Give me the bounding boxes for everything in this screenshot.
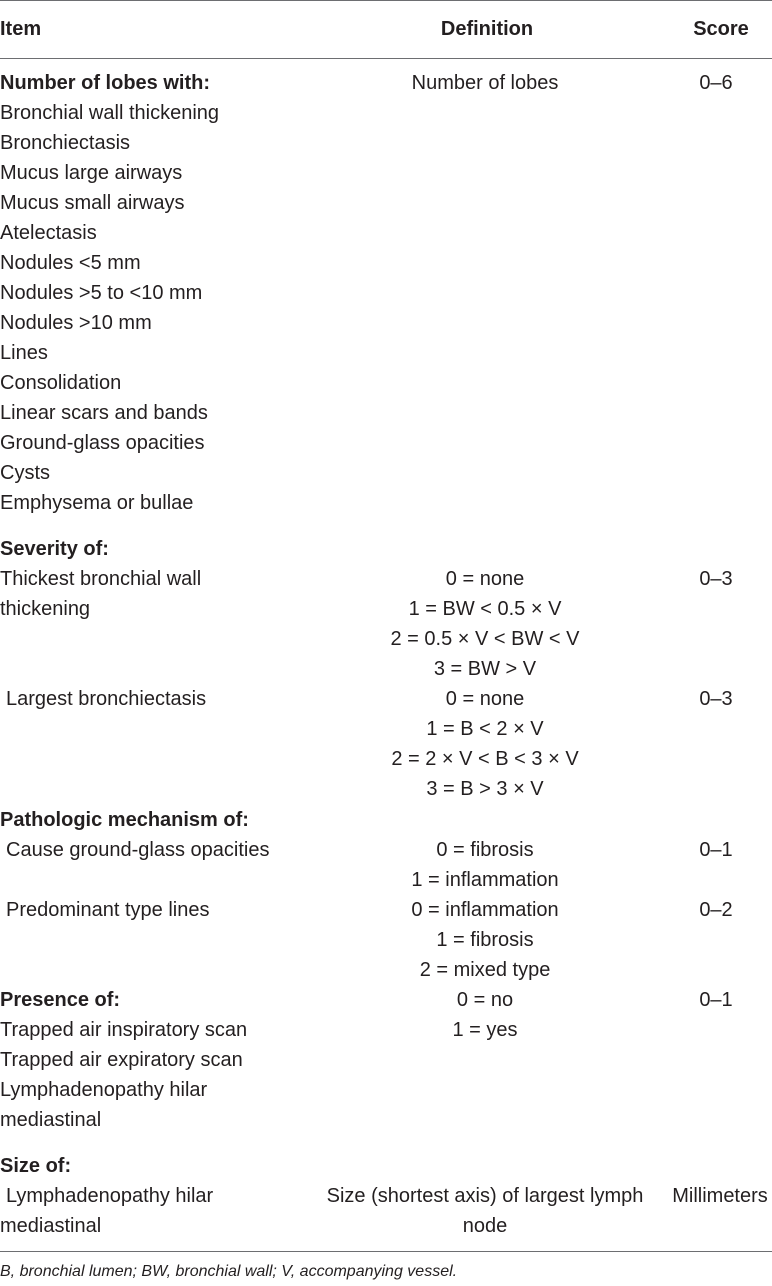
definition-line: 2 = 2 × V < B < 3 × V: [391, 748, 579, 770]
definition-line: 1 = yes: [452, 1019, 518, 1041]
severity-bw-label: [0, 564, 300, 624]
size-score: Millimeters: [672, 1185, 768, 1207]
header-definition: Definition: [440, 18, 534, 40]
definition-line: node: [462, 1215, 508, 1237]
severity-bw-score: 0–3: [699, 568, 733, 590]
presence-definitions: [300, 985, 670, 1045]
lobe-item: Bronchial wall thickening: [0, 102, 220, 124]
definition-line: 0 = fibrosis: [436, 839, 534, 861]
presence-item: Lymphadenopathy hilar: [0, 1079, 208, 1101]
severity-bw-line: thickening: [0, 598, 91, 620]
lobe-item: Mucus small airways: [0, 192, 185, 214]
size-label-line: Lymphadenopathy hilar: [6, 1185, 214, 1207]
mechanism-lines-definitions: [300, 895, 670, 985]
lobe-item: Emphysema or bullae: [0, 492, 194, 514]
severity-bronch-definitions: [300, 684, 670, 804]
bottom-rule: [0, 1251, 772, 1252]
definition-line: 0 = no: [456, 989, 514, 1011]
presence-item: Trapped air inspiratory scan: [0, 1019, 248, 1041]
size-section: [0, 1151, 300, 1241]
definition-line: Size (shortest axis) of largest lymph: [326, 1185, 644, 1207]
lobes-score: 0–6: [699, 72, 733, 94]
definition-line: 0 = none: [445, 568, 525, 590]
lobes-heading: Number of lobes with:: [0, 72, 210, 94]
presence-section: [0, 985, 300, 1135]
definition-line: 2 = 0.5 × V < BW < V: [390, 628, 580, 650]
lobe-item: Mucus large airways: [0, 162, 183, 184]
severity-bw-definitions: [300, 564, 670, 684]
definition-line: 0 = none: [445, 688, 525, 710]
severity-heading: Severity of:: [0, 538, 109, 560]
severity-bronch-label: Largest bronchiectasis: [6, 688, 207, 710]
severity-bw-line: Thickest bronchial wall: [0, 568, 202, 590]
lobe-item: Linear scars and bands: [0, 402, 208, 424]
lobe-item: Cysts: [0, 462, 50, 484]
mechanism-ggo-score: 0–1: [699, 839, 733, 861]
lobe-item: Ground-glass opacities: [0, 432, 205, 454]
size-label-line: mediastinal: [0, 1215, 102, 1237]
header-score: Score: [693, 18, 749, 40]
definition-line: 0 = inflammation: [411, 899, 559, 921]
lobes-definition: Number of lobes: [411, 72, 559, 94]
definition-line: 3 = B > 3 × V: [426, 778, 544, 800]
size-definition: [300, 1181, 670, 1241]
size-heading: Size of:: [0, 1155, 72, 1177]
presence-item: mediastinal: [0, 1109, 102, 1131]
lobe-item: Nodules >10 mm: [0, 312, 152, 334]
lobes-section: [0, 68, 300, 518]
presence-item: Trapped air expiratory scan: [0, 1049, 243, 1071]
mechanism-ggo-definitions: [300, 835, 670, 895]
presence-score: 0–1: [699, 989, 733, 1011]
lobe-item: Nodules <5 mm: [0, 252, 141, 274]
mechanism-lines-label: Predominant type lines: [6, 899, 210, 921]
definition-line: 3 = BW > V: [433, 658, 537, 680]
mechanism-lines-score: 0–2: [699, 899, 733, 921]
definition-line: 2 = mixed type: [419, 959, 551, 981]
mechanism-ggo-label: Cause ground-glass opacities: [6, 839, 270, 861]
lobe-item: Bronchiectasis: [0, 132, 131, 154]
definition-line: 1 = B < 2 × V: [426, 718, 544, 740]
severity-bronch-score: 0–3: [699, 688, 733, 710]
definition-line: 1 = inflammation: [411, 869, 559, 891]
header-rule: [0, 58, 772, 59]
mechanism-heading: Pathologic mechanism of:: [0, 809, 249, 831]
lobe-item: Atelectasis: [0, 222, 97, 244]
definition-line: 1 = fibrosis: [436, 929, 534, 951]
lobe-item: Lines: [0, 342, 48, 364]
lobe-item: Nodules >5 to <10 mm: [0, 282, 203, 304]
presence-heading: Presence of:: [0, 989, 121, 1011]
top-rule: [0, 0, 772, 1]
table-footnote: B, bronchial lumen; BW, bronchial wall; V, accompanying vessel.: [0, 1263, 458, 1280]
header-item: Item: [0, 18, 42, 40]
definition-line: 1 = BW < 0.5 × V: [408, 598, 562, 620]
lobe-item: Consolidation: [0, 372, 122, 394]
